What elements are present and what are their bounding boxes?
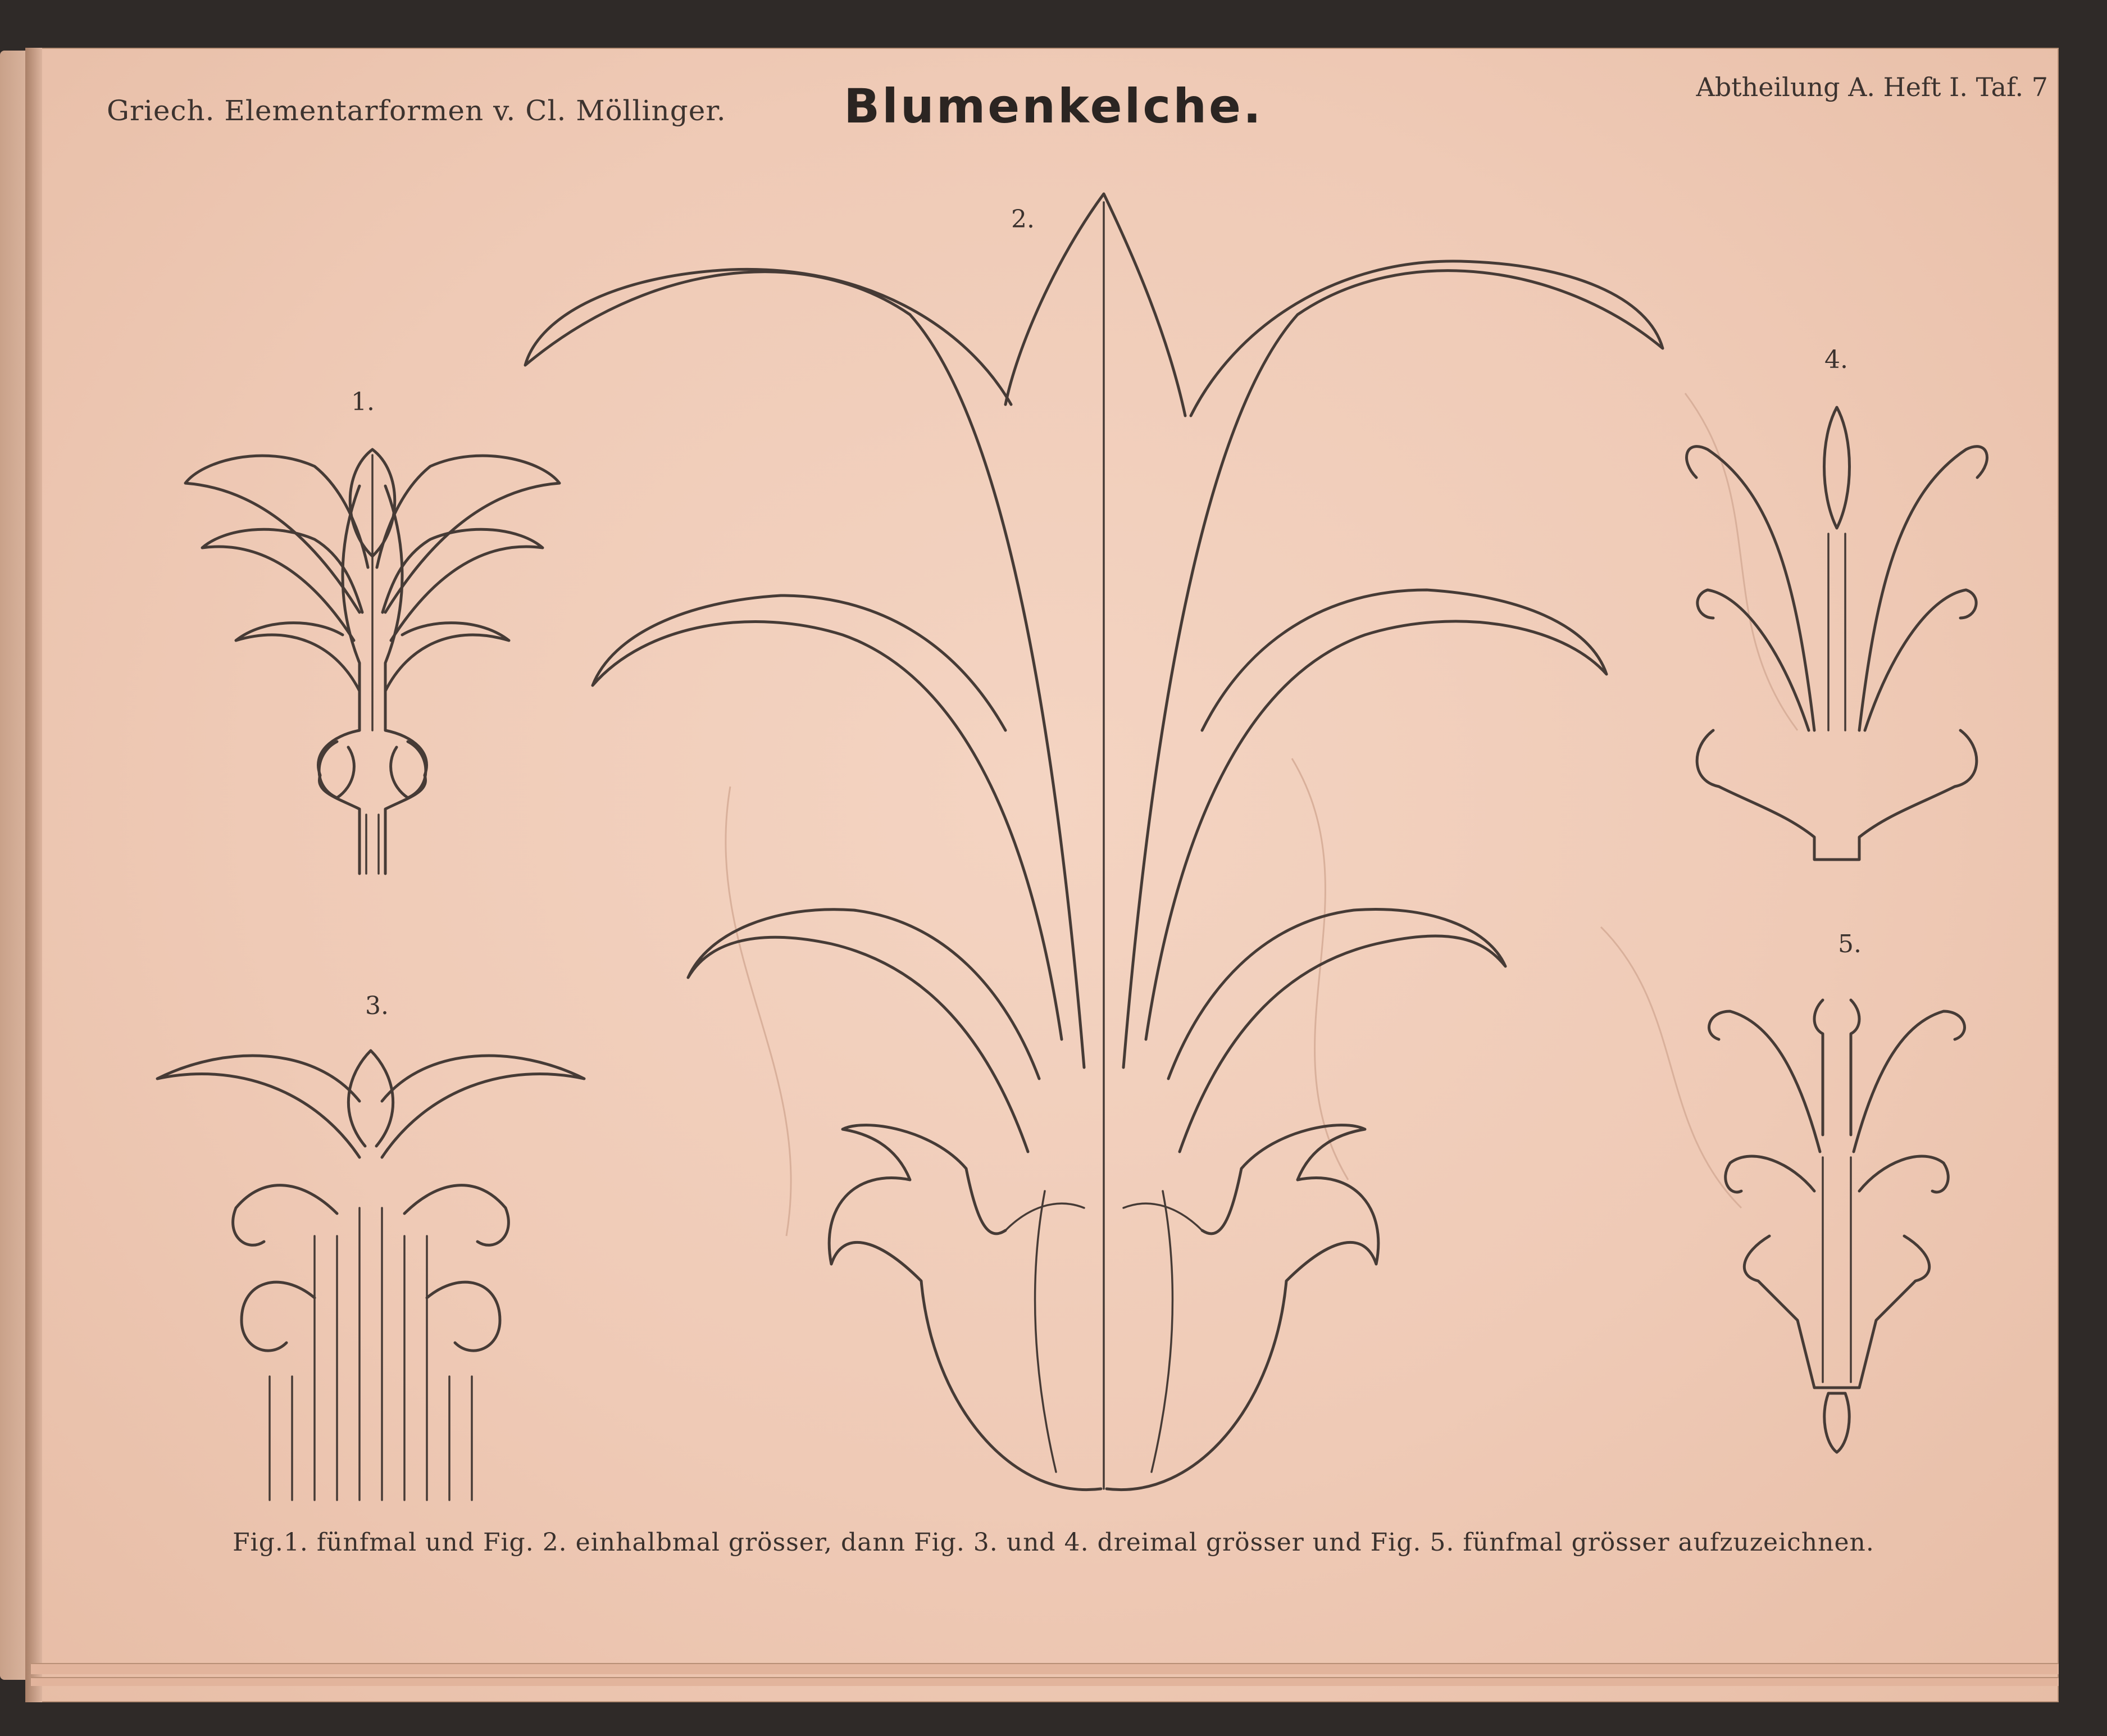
header-plate-reference: Abtheilung A. Heft I. Taf. 7 [1696, 72, 2048, 102]
figure-3-calyx [157, 1051, 584, 1500]
figure-4-calyx [1687, 407, 1987, 860]
figure-1-number: 1. [351, 388, 375, 416]
figure-2-number: 2. [1011, 205, 1035, 234]
figure-3-number: 3. [365, 992, 389, 1020]
figure-2-calyx [525, 194, 1663, 1490]
figure-5-calyx [1709, 1000, 1965, 1452]
figure-4-number: 4. [1824, 346, 1848, 374]
header-series-title: Griech. Elementarformen v. Cl. Möllinger. [107, 94, 726, 127]
figure-1-calyx [185, 449, 559, 874]
figure-5-number: 5. [1838, 930, 1862, 958]
faint-sketch-traces [726, 393, 1797, 1236]
page-title: Blumenkelche. [844, 79, 1263, 134]
drawing-instructions-caption: Fig.1. fünfmal und Fig. 2. einhalbmal grösser, dann Fig. 3. und 4. dreimal grösser und Fig. 5. fünfmal grösser aufzuzeichnen. [233, 1528, 1874, 1557]
